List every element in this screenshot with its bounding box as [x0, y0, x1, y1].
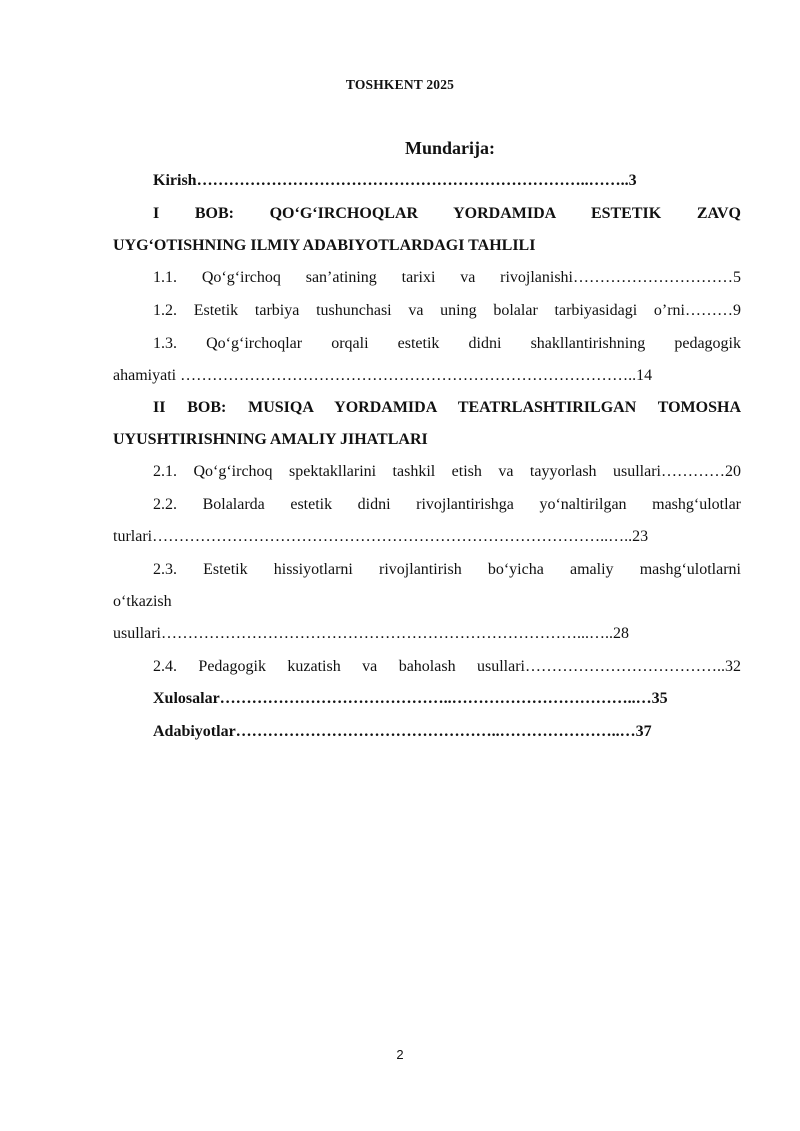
toc-entry-2-1: 2.1. Qo‘g‘irchoq spektakllarini tashkil etish va tayyorlash usullari…………20	[153, 463, 741, 480]
city-year-heading: TOSHKENT 2025	[345, 77, 455, 92]
toc-entry-1-3-line1: 1.3. Qo‘g‘irchoqlar orqali estetik didni shakllantirishning pedagogik	[153, 335, 741, 352]
toc-entry-xulosalar: Xulosalar……………………………………..……………………………..…35	[153, 690, 668, 707]
toc-entry-1-1: 1.1. Qo‘g‘irchoq san’atining tarixi va rivojlanishi…………………………5	[153, 269, 741, 286]
toc-entry-2-3-line2: o‘tkazish	[113, 593, 172, 610]
toc-chapter1-line2: UYG‘OTISHNING ILMIY ADABIYOTLARDAGI TAHLILI	[113, 237, 536, 254]
toc-entry-kirish: Kirish………………………………………………………………..……..3	[153, 172, 637, 189]
toc-chapter2-line2: UYUSHTIRISHNING AMALIY JIHATLARI	[113, 431, 428, 448]
toc-entry-2-2-line1: 2.2. Bolalarda estetik didni rivojlantirishga yo‘naltirilgan mashg‘ulotlar	[153, 496, 741, 513]
toc-entry-2-2-line2: turlari…………………………………………………………………………..…..23	[113, 528, 649, 545]
page-number: 2	[396, 1047, 404, 1062]
toc-entry-2-4: 2.4. Pedagogik kuzatish va baholash usullari………………………………..32	[153, 658, 741, 675]
toc-chapter1-line1: I BOB: QO‘G‘IRCHOQLAR YORDAMIDA ESTETIK ZAVQ	[153, 205, 741, 222]
toc-entry-1-3-line2: ahamiyati …………………………………………………………………………..14	[113, 367, 653, 384]
table-of-contents-title: Mundarija:	[405, 138, 495, 158]
toc-entry-2-3-line3: usullari……………………………………………………………………...…..28	[113, 625, 629, 642]
toc-entry-1-2: 1.2. Estetik tarbiya tushunchasi va uning bolalar tarbiyasidagi o’rni………9	[153, 302, 741, 319]
toc-entry-2-3-line1: 2.3. Estetik hissiyotlarni rivojlantirish bo‘yicha amaliy mashg‘ulotlarni	[153, 561, 741, 578]
toc-chapter2-line1: II BOB: MUSIQA YORDAMIDA TEATRLASHTIRILGAN TOMOSHA	[153, 399, 741, 416]
toc-entry-adabiyotlar: Adabiyotlar…………………………………………..…………………..…37	[153, 723, 652, 740]
